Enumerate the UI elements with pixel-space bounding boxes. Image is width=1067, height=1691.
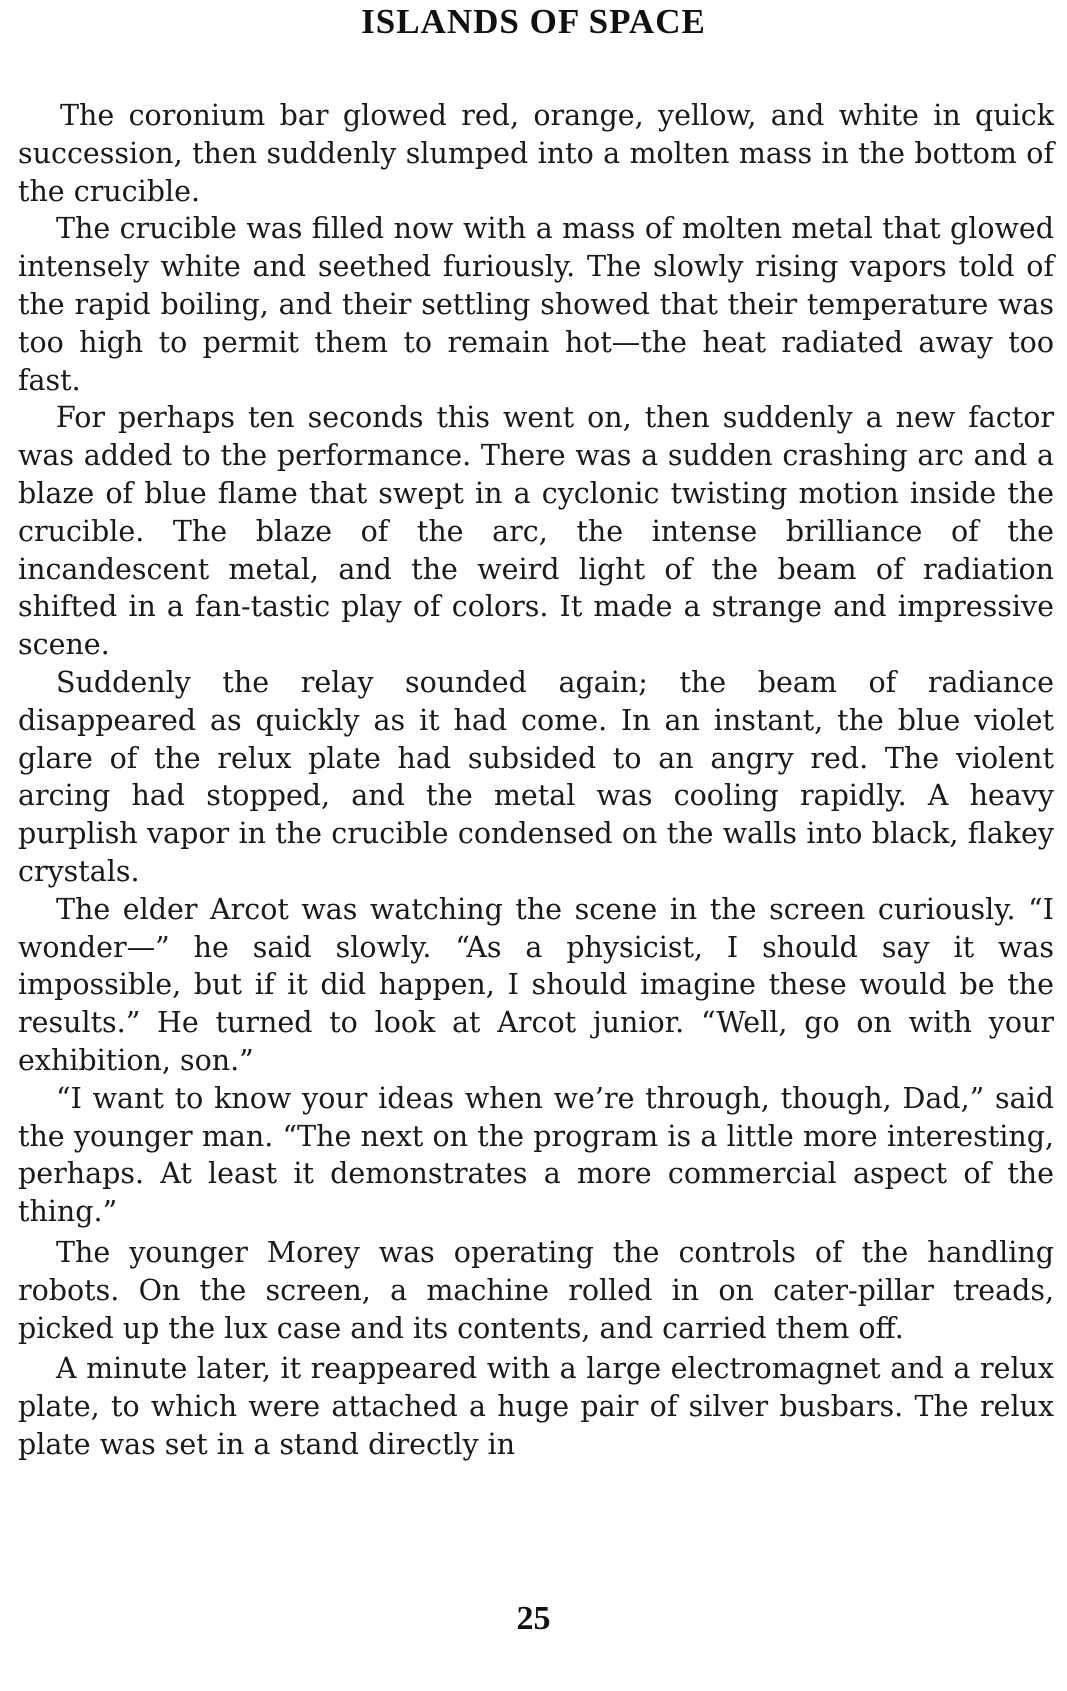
paragraph: The younger Morey was operating the controls of the handling robots. On the screen, a machine rolled in on cater-pillar treads, picked up the lux case and its contents, and carried them off. xyxy=(18,1235,1054,1345)
paragraph: The crucible was filled now with a mass of molten metal that glowed intensely white and seethed furiously. The slowly rising vapors told of the rapid boiling, and their settling showed that their temperature was too high to permit them to remain hot—the heat radiated away too fast. xyxy=(18,212,1054,397)
paragraph: “I want to know your ideas when we’re through, though, Dad,” said the younger man. “The next on the program is a little more interesting, perhaps. At least it demonstrates a more commercial aspect of the thing.” xyxy=(18,1081,1054,1229)
paragraph: Suddenly the relay sounded again; the beam of radiance disappeared as quickly as it had come. In an instant, the blue violet glare of the relux plate had subsided to an angry red. The violent arcing had stopped, and the metal was cooling rapidly. A heavy purplish vapor in the crucible condensed on the walls into black, flakey crystals. xyxy=(18,665,1054,888)
page-number: 25 xyxy=(516,1600,551,1637)
paragraph: A minute later, it reappeared with a large electromagnet and a relux plate, to which were attached a huge pair of silver busbars. The relux plate was set in a stand directly in xyxy=(18,1352,1054,1461)
paragraph: For perhaps ten seconds this went on, then suddenly a new factor was added to the performance. There was a sudden crashing arc and a blaze of blue flame that swept in a cyclonic twisting motion inside the crucible. The blaze of the arc, the intense brilliance of the incandescent metal, and the weird light of the beam of radiation shifted in a fan-tastic play of colors. It made a strange and impressive scene. xyxy=(18,401,1054,662)
running-head: ISLANDS OF SPACE xyxy=(361,2,706,41)
paragraph: The coronium bar glowed red, orange, yellow, and white in quick succession, then suddenly slumped into a molten mass in the bottom of the crucible. xyxy=(18,99,1054,208)
body-text xyxy=(18,97,1054,1464)
paragraph: The elder Arcot was watching the scene in the screen curiously. “I wonder—” he said slowly. “As a physicist, I should say it was impossible, but if it did happen, I should imagine these would be the results.” He turned to look at Arcot junior. “Well, go on with your exhibition, son.” xyxy=(18,892,1054,1077)
